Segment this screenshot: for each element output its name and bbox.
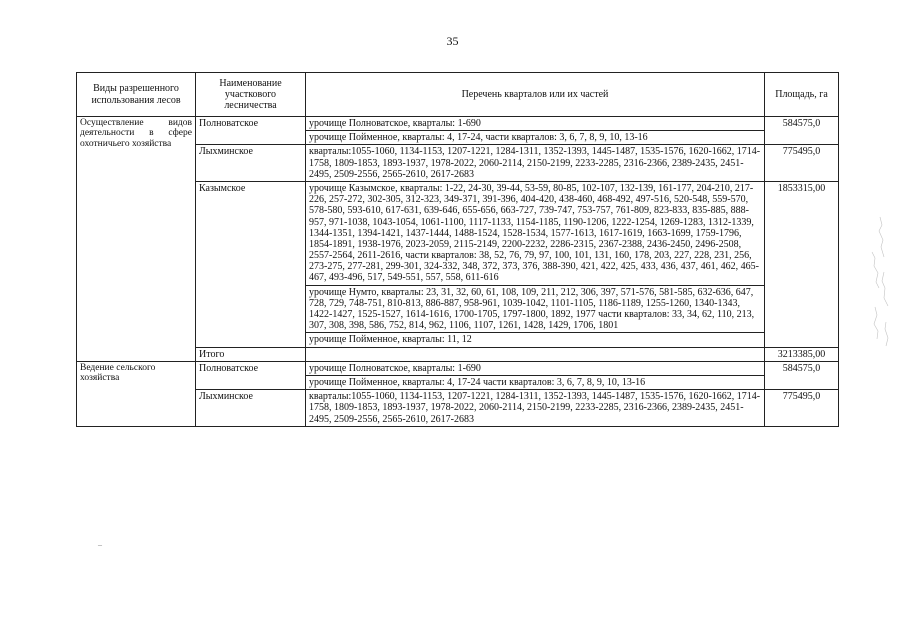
quarters-cell: урочище Пойменное, кварталы: 4, 17-24, части кварталов: 3, 6, 7, 8, 9, 10, 13-16 [306, 131, 765, 145]
quarters-cell: кварталы:1055-1060, 1134-1153, 1207-1221, 1284-1311, 1352-1393, 1445-1487, 1535-1576, 1620-1662, 1714-1758, 1809-1853, 1893-1937, 1978-2022, 2060-2114, 2150-2199, 2233-2285, 2316-2366, 2389-2435, 2451-2495, 2509-2556, 2565-2610, 2617-2683 [306, 145, 765, 182]
page-number: 35 [446, 34, 459, 48]
quarters-cell: урочище Нумто, кварталы: 23, 31, 32, 60, 61, 108, 109, 211, 212, 306, 397, 571-576, 581-585, 632-636, 647, 728, 729, 748-751, 810-813, 886-887, 958-961, 1039-1042, 1101-1105, 1186-1189, 1255-1260, 1340-1343, 1422-1427, 1525-1527, 1614-1616, 1700-1705, 1797-1800, 1892, 1977 части кварталов: 33, 34, 62, 110, 213, 307, 308, 398, 586, 752, 814, 962, 1106, 1107, 1261, 1428, 1429, 1706, 1801 [306, 285, 765, 333]
quarters-cell: урочище Пойменное, кварталы: 11, 12 [306, 333, 765, 347]
forestry-name: Полноватское [196, 361, 306, 389]
use-agriculture [77, 361, 196, 426]
header-forestry: Наименование участкового лесничества [196, 73, 306, 117]
use-hunting [77, 117, 196, 362]
use-label: Ведение сельского хозяйства [80, 362, 156, 384]
quarters-cell: урочище Полноватское, кварталы: 1-690 [306, 361, 765, 375]
forestry-name: Казымское [196, 181, 306, 347]
forestry-name: Полноватское [196, 117, 306, 145]
table-row [77, 361, 839, 375]
total-label: Итого [196, 347, 306, 361]
total-value: 3213385,00 [765, 347, 839, 361]
forestry-name: Лыхминское [196, 390, 306, 427]
area-cell: 775495,0 [765, 145, 839, 182]
header-area: Площадь, га [765, 73, 839, 117]
quarters-cell: урочище Пойменное, кварталы: 4, 17-24 части кварталов: 3, 6, 7, 8, 9, 10, 13-16 [306, 375, 765, 389]
header-use: Виды разрешенного использования лесов [77, 73, 196, 117]
area-cell: 584575,0 [765, 361, 839, 389]
quarters-cell: кварталы:1055-1060, 1134-1153, 1207-1221, 1284-1311, 1352-1393, 1445-1487, 1535-1576, 1620-1662, 1714-1758, 1809-1853, 1893-1937, 1978-2022, 2060-2114, 2150-2199, 2233-2285, 2316-2366, 2389-2435, 2451-2495, 2509-2556, 2565-2610, 2617-2683 [306, 390, 765, 427]
area-cell: 584575,0 [765, 117, 839, 145]
forestry-name: Лыхминское [196, 145, 306, 182]
header-quarters: Перечень кварталов или их частей [306, 73, 765, 117]
total-empty-cell [306, 347, 765, 361]
forest-use-table [76, 72, 839, 427]
margin-scribble [860, 212, 900, 382]
area-cell: 1853315,00 [765, 181, 839, 347]
use-label: Осуществление видов деятельности в сфере охотничьего хозяйства [80, 118, 192, 149]
area-cell: 775495,0 [765, 390, 839, 427]
table-row [77, 117, 839, 131]
table-header-row [77, 73, 839, 117]
quarters-cell: урочище Полноватское, кварталы: 1-690 [306, 117, 765, 131]
quarters-cell: урочище Казымское, кварталы: 1-22, 24-30, 39-44, 53-59, 80-85, 102-107, 132-139, 161-177, 204-210, 217-226, 257-272, 302-305, 312-323, 349-371, 391-396, 404-420, 438-460, 468-492, 497-516, 520-548, 559-570, 578-580, 593-610, 617-631, 639-646, 655-656, 663-727, 739-747, 753-757, 761-809, 823-833, 835-885, 888-957, 971-1038, 1043-1054, 1061-1100, 1117-1133, 1154-1185, 1190-1206, 1222-1254, 1269-1283, 1312-1339, 1344-1351, 1394-1421, 1437-1444, 1488-1524, 1528-1534, 1577-1613, 1617-1619, 1663-1699, 1759-1796, 1854-1891, 1938-1976, 2023-2059, 2115-2149, 2200-2232, 2286-2315, 2367-2388, 2436-2450, 2496-2508, 2557-2564, 2611-2616, части кварталов: 38, 52, 76, 79, 97, 100, 101, 131, 160, 178, 203, 227, 228, 231, 256, 273-275, 277-281, 299-301, 324-332, 348, 372, 373, 376, 388-390, 421, 422, 425, 433, 436, 437, 461, 462, 465-467, 493-496, 517, 549-551, 557, 558, 611-616 [306, 181, 765, 285]
stray-dash-mark: – [98, 540, 102, 549]
